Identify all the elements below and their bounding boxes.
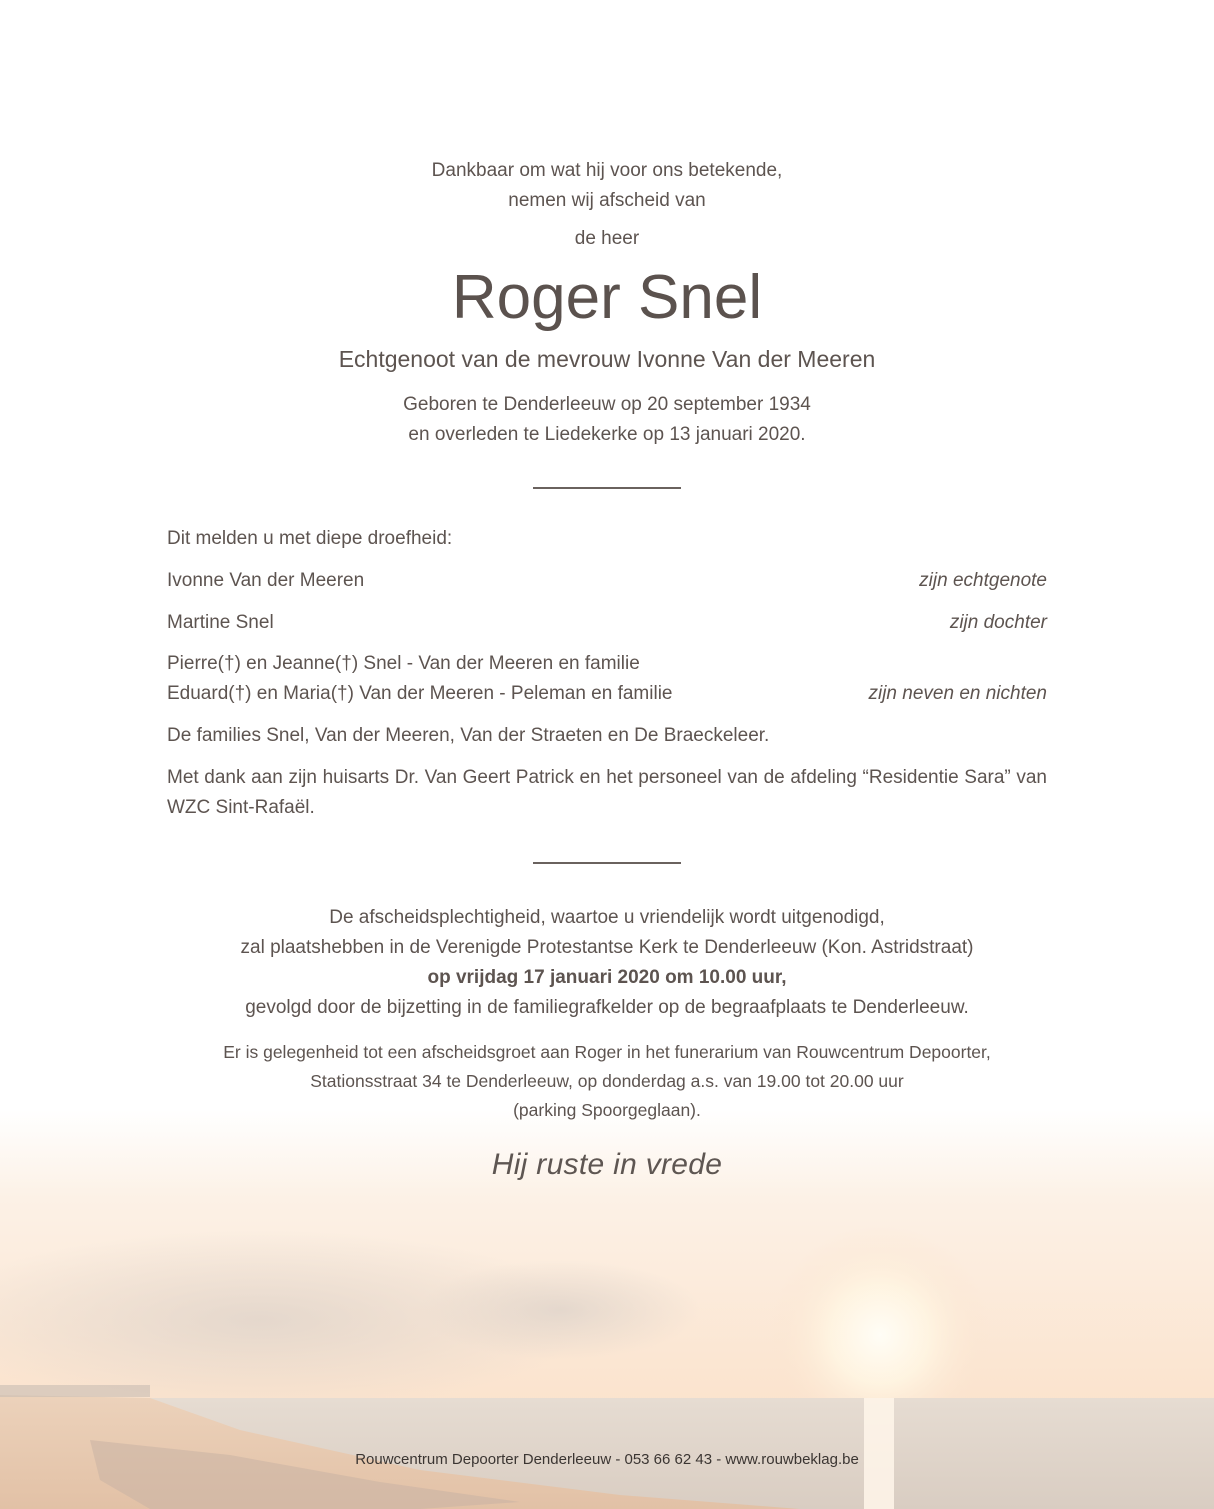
mourner-names bbox=[167, 649, 673, 709]
divider bbox=[533, 862, 681, 864]
mourner-relation: zijn echtgenote bbox=[919, 570, 1047, 591]
life-dates bbox=[0, 390, 1214, 450]
ceremony-line: De afscheidsplechtigheid, waartoe u vriendelijk wordt uitgenodigd, bbox=[329, 907, 885, 928]
visitation-info bbox=[0, 1038, 1214, 1125]
thanks-text: Met dank aan zijn huisarts Dr. Van Geert Patrick en het personeel van de afdeling “Residentie Sara” van WZC Sint-Rafaël. bbox=[167, 767, 1047, 818]
divider bbox=[533, 487, 681, 489]
mourner-name: Pierre(†) en Jeanne(†) Snel - Van der Meeren en familie bbox=[167, 653, 640, 674]
announcement-heading: Dit melden u met diepe droefheid: bbox=[167, 528, 453, 549]
ceremony-line: gevolgd door de bijzetting in de familiegrafkelder op de begraafplaats te Denderleeuw. bbox=[245, 997, 969, 1018]
mourner-relation: zijn dochter bbox=[949, 612, 1047, 633]
ceremony-info bbox=[0, 903, 1214, 1023]
mourner-name: Eduard(†) en Maria(†) Van der Meeren - Peleman en familie bbox=[167, 683, 673, 704]
title-prefix: de heer bbox=[574, 228, 640, 249]
spouse-line: Echtgenoot van de mevrouw Ivonne Van der Meeren bbox=[338, 346, 876, 372]
families-line: De families Snel, Van der Meeren, Van der Straeten en De Braeckeleer. bbox=[167, 725, 770, 746]
intro-text bbox=[0, 156, 1214, 216]
mourner-name: Martine Snel bbox=[167, 612, 274, 633]
footer-contact: Rouwcentrum Depoorter Denderleeuw - 053 66 62 43 - www.rouwbeklag.be bbox=[355, 1451, 859, 1468]
intro-line: Dankbaar om wat hij voor ons betekende, bbox=[431, 160, 783, 181]
ceremony-date: op vrijdag 17 januari 2020 om 10.00 uur, bbox=[427, 967, 787, 988]
death-line: en overleden te Liedekerke op 13 januari 2020. bbox=[408, 424, 806, 445]
intro-line: nemen wij afscheid van bbox=[508, 190, 706, 211]
ceremony-line: zal plaatshebben in de Verenigde Protestantse Kerk te Denderleeuw (Kon. Astridstraat) bbox=[240, 937, 974, 958]
mourner-row bbox=[167, 566, 1047, 596]
mourner-relation: zijn neven en nichten bbox=[868, 683, 1047, 704]
birth-line: Geboren te Denderleeuw op 20 september 1934 bbox=[403, 394, 811, 415]
visitation-line: Er is gelegenheid tot een afscheidsgroet aan Roger in het funerarium van Rouwcentrum Depoorter, bbox=[223, 1042, 991, 1062]
visitation-line: (parking Spoorgeglaan). bbox=[513, 1100, 701, 1120]
mourner-row bbox=[167, 649, 1047, 709]
mourner-name: Ivonne Van der Meeren bbox=[167, 570, 365, 591]
visitation-line: Stationsstraat 34 te Denderleeuw, op donderdag a.s. van 19.00 tot 20.00 uur bbox=[310, 1071, 904, 1091]
closing-phrase: Hij ruste in vrede bbox=[491, 1148, 723, 1181]
deceased-name: Roger Snel bbox=[451, 263, 763, 332]
mourner-row bbox=[167, 608, 1047, 638]
